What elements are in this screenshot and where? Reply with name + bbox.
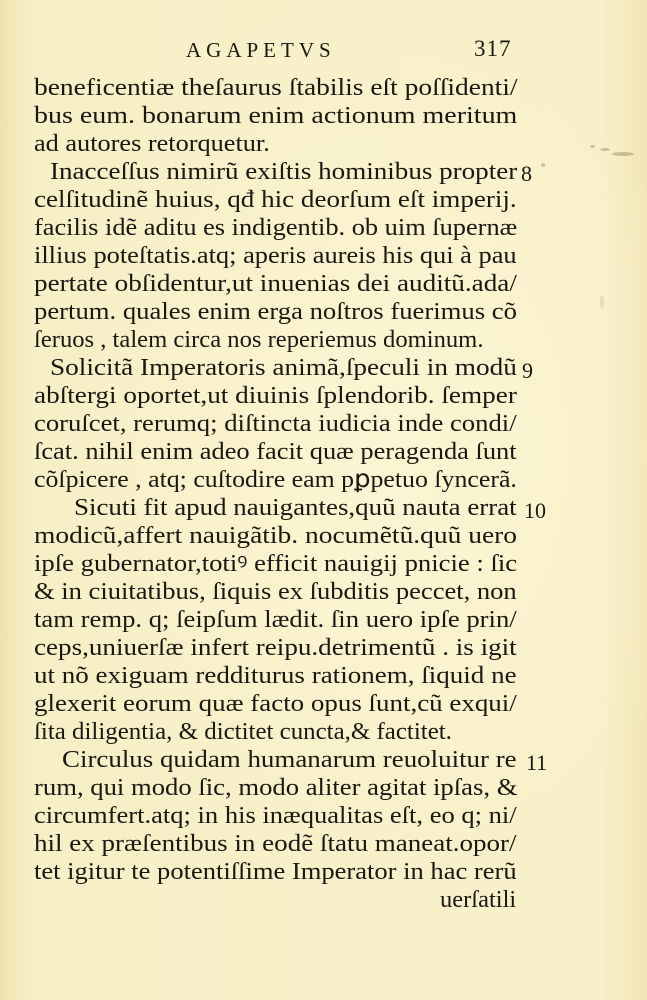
text-line: ipſe gubernator,totiꝰ efficit nauigij pnicie : ſic (34, 550, 518, 577)
text-line: modicũ,affert nauigãtib. nocumẽtũ.quũ uero (34, 522, 518, 549)
text-line: cõſpicere , atq; cuſtodire eam pꝑpetuo ſyncerã. (34, 466, 517, 493)
text-line: Solicitã Imperatoris animã,ſpeculi in modũ (50, 354, 517, 381)
section-number: 11 (526, 750, 548, 775)
text-line: facilis idẽ aditu es indigentib. ob uim ſupernæ (34, 214, 518, 241)
text-line: ut nõ exiguam redditurus rationem, ſiquid ne (34, 662, 517, 689)
text-line: ceps,uniuerſæ infert reipu.detrimentũ . is igit (34, 634, 517, 661)
ink-stain (612, 152, 634, 156)
text-line: celſitudinẽ huius, qđ hic deorſum eſt imperij. (34, 186, 517, 213)
ink-stain (590, 145, 595, 148)
text-line: pertum. quales enim erga noſtros fuerimus cõ (34, 298, 517, 325)
running-head (0, 38, 647, 68)
ink-stain (600, 148, 610, 151)
text-line: coruſcet, rerumq; diſtincta iudicia inde condi/ (34, 410, 517, 437)
text-line: ad autores retorquetur. (34, 130, 270, 157)
section-number: 10 (524, 498, 546, 523)
text-line: rum, qui modo ſic, modo aliter agitat ipſas, & (34, 774, 518, 801)
text-line: ſcat. nihil enim adeo facit quæ peragenda ſunt (34, 438, 517, 465)
section-number: 8 (521, 161, 532, 186)
text-line: & in ciuitatibus, ſiquis ex ſubditis peccet, non (34, 578, 517, 605)
text-line: tet igitur te potentiſſime Imperator in hac rerũ (34, 858, 517, 885)
text-line: pertate obſidentur,ut inuenias dei auditũ.ada/ (34, 270, 517, 297)
text-line: glexerit eorum quæ facto opus ſunt,cũ exqui/ (34, 690, 517, 717)
text-line: Inacceſſus nimirũ exiſtis hominibus propter (50, 158, 518, 185)
text-line: circumfert.atq; in his inæqualitas eſt, eo q; ni/ (34, 802, 517, 829)
text-line: hil ex præſentibus in eodẽ ſtatu maneat.opor/ (34, 830, 517, 857)
running-title: AGAPETVS (186, 38, 336, 62)
text-line: Sicuti fit apud nauigantes,quũ nauta errat (74, 494, 517, 521)
ink-stain (600, 295, 604, 309)
text-line: bus eum. bonarum enim actionum meritum (34, 102, 518, 129)
text-line: illius poteſtatis.atq; aperis aureis his qui à pau (34, 242, 517, 269)
text-line: ſita diligentia, & dictitet cuncta,& factitet. (34, 718, 452, 745)
text-line: abſtergi oportet,ut diuinis ſplendorib. ſemper (34, 382, 517, 409)
text-line: ſeruos , talem circa nos reperiemus dominum. (34, 326, 484, 353)
ink-stain (541, 163, 545, 167)
text-line: tam remp. q; ſeipſum lædit. ſin uero ipſe prin/ (34, 606, 517, 633)
catchword: uerſatili (440, 886, 517, 913)
section-number: 9 (522, 358, 533, 383)
text-line: Circulus quidam humanarum reuoluitur re (62, 746, 517, 773)
text-line: beneficentiæ theſaurus ſtabilis eſt poſſidenti/ (34, 74, 518, 101)
page-number: 317 (474, 36, 512, 61)
